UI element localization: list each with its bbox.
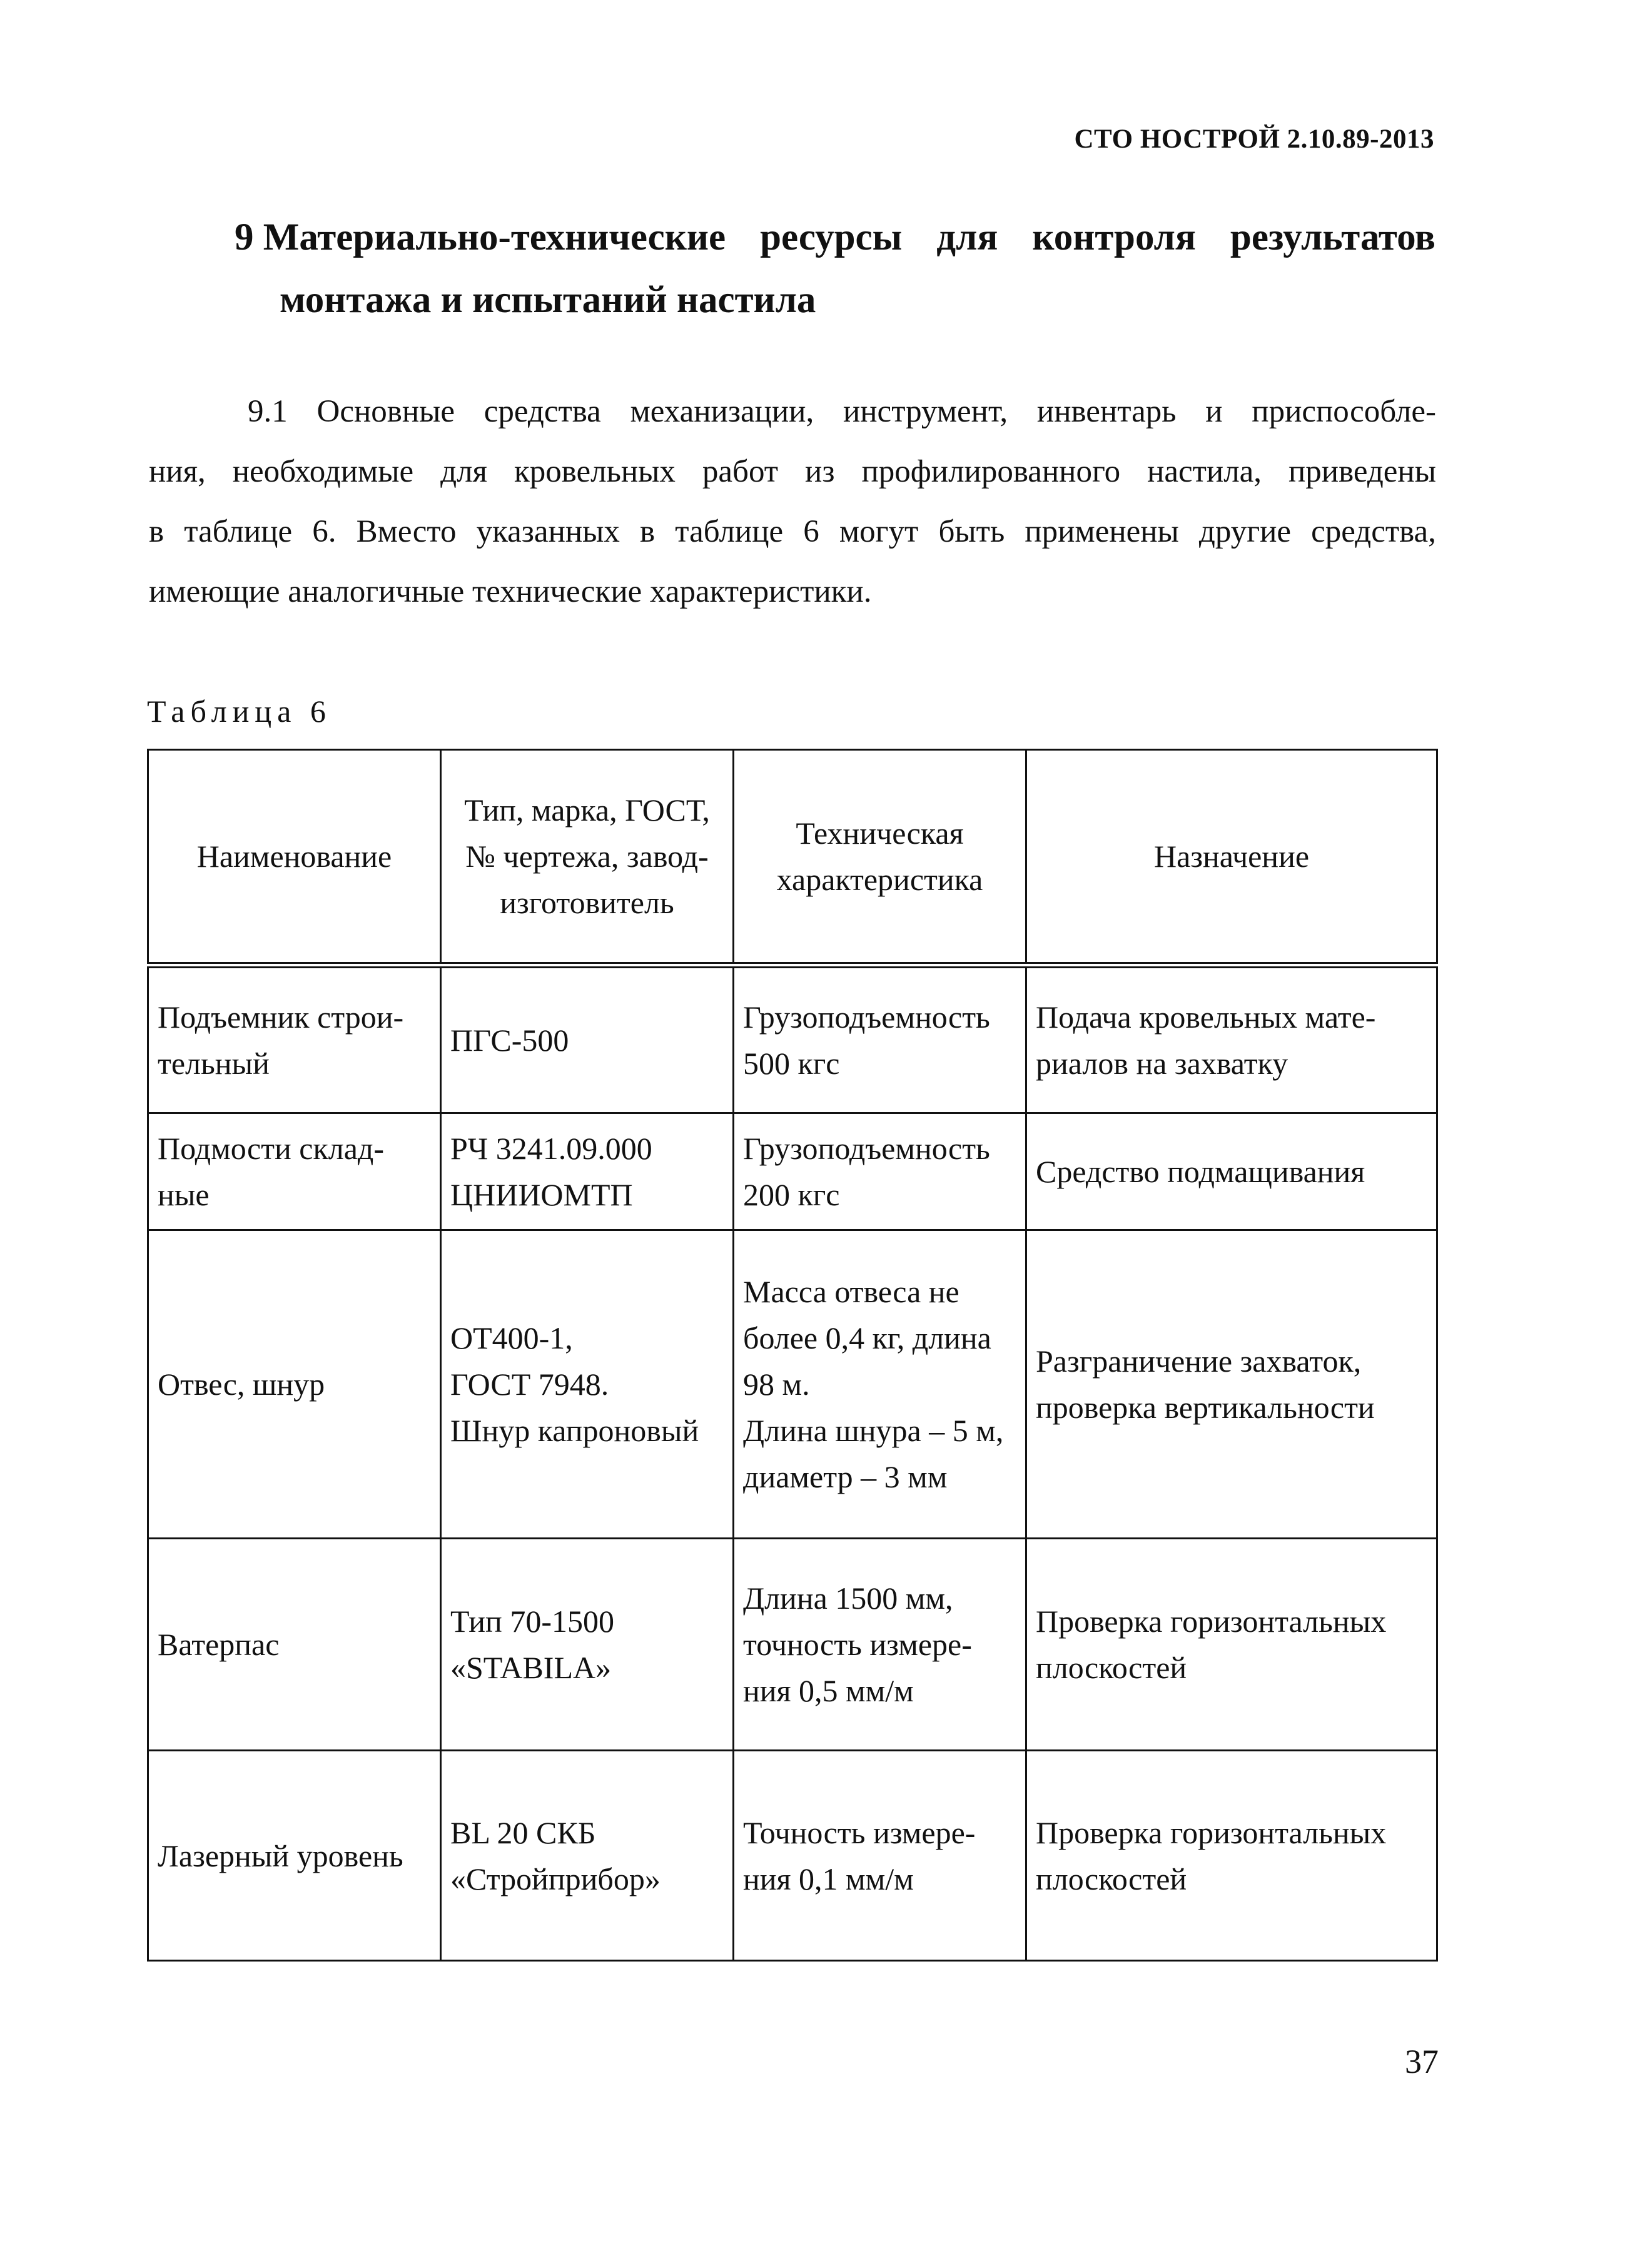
- heading-word: контроля: [1032, 216, 1196, 258]
- cell-type: ПГС-500: [441, 965, 734, 1113]
- table-caption: Таблица 6: [147, 694, 332, 729]
- column-header-type: Тип, марка, ГОСТ, № чертежа, завод- изготовитель: [441, 750, 734, 966]
- paragraph-word: 9.1: [248, 394, 288, 429]
- section-heading: [235, 206, 1435, 332]
- cell-type: РЧ 3241.09.000 ЦНИИОМТП: [441, 1113, 734, 1230]
- paragraph-word: ния,: [149, 454, 206, 489]
- paragraph-word: из: [805, 454, 835, 489]
- heading-word: для: [936, 216, 998, 258]
- table-row: [148, 965, 1437, 1113]
- cell-purpose: Средство подмащивания: [1026, 1113, 1437, 1230]
- paragraph-word: в: [640, 514, 656, 549]
- paragraph-word: 6.: [312, 514, 337, 549]
- column-header-spec: Техническая характеристика: [734, 750, 1026, 966]
- cell-purpose: Разграничение захваток, проверка вертикальности: [1026, 1230, 1437, 1539]
- heading-word: 9 Материально-технические: [235, 216, 726, 258]
- cell-purpose: Проверка горизонтальных плоскостей: [1026, 1539, 1437, 1751]
- cell-spec: Грузоподъемность 200 кгс: [734, 1113, 1026, 1230]
- cell-name: Подъемник строи- тельный: [148, 965, 441, 1113]
- paragraph-word: инвентарь: [1036, 394, 1177, 429]
- cell-name: Подмости склад- ные: [148, 1113, 441, 1230]
- paragraph-word: Основные: [316, 394, 455, 429]
- table-row: [148, 1539, 1437, 1751]
- paragraph-word: профилированного: [861, 454, 1121, 489]
- cell-name: Лазерный уровень: [148, 1751, 441, 1961]
- cell-name: Отвес, шнур: [148, 1230, 441, 1539]
- cell-spec: Точность измере- ния 0,1 мм/м: [734, 1751, 1026, 1961]
- paragraph-word: настила,: [1147, 454, 1262, 489]
- paragraph-word: Вместо: [356, 514, 457, 549]
- paragraph-word: средства: [483, 394, 601, 429]
- paragraph-word: для: [440, 454, 488, 489]
- body-paragraph: [149, 382, 1436, 622]
- table-row: [148, 1230, 1437, 1539]
- paragraph-word: инструмент,: [843, 394, 1008, 429]
- paragraph-line-4: имеющие аналогичные технические характеристики.: [149, 574, 872, 609]
- paragraph-word: таблице: [675, 514, 784, 549]
- paragraph-word: быть: [938, 514, 1005, 549]
- cell-purpose: Подача кровельных мате- риалов на захватку: [1026, 965, 1437, 1113]
- paragraph-word: указанных: [476, 514, 620, 549]
- table-header-row: [148, 750, 1437, 966]
- paragraph-line-1: [149, 382, 1436, 442]
- paragraph-word: 6: [803, 514, 819, 549]
- column-header-purpose: Назначение: [1026, 750, 1437, 966]
- column-header-name: Наименование: [148, 750, 441, 966]
- paragraph-word: кровельных: [514, 454, 676, 489]
- page-number: 37: [1405, 2043, 1439, 2080]
- cell-type: ОТ400-1, ГОСТ 7948. Шнур капроновый: [441, 1230, 734, 1539]
- heading-word: ресурсы: [760, 216, 903, 258]
- paragraph-word: приведены: [1288, 454, 1436, 489]
- paragraph-word: механизации,: [630, 394, 814, 429]
- cell-spec: Масса отвеса не более 0,4 кг, длина 98 м. Длина шнура – 5 м, диаметр – 3 мм: [734, 1230, 1026, 1539]
- cell-purpose: Проверка горизонтальных плоскостей: [1026, 1751, 1437, 1961]
- paragraph-word: таблице: [184, 514, 293, 549]
- paragraph-word: работ: [702, 454, 779, 489]
- equipment-table: [147, 749, 1438, 1962]
- paragraph-word: могут: [839, 514, 919, 549]
- paragraph-word: другие: [1198, 514, 1292, 549]
- table-row: [148, 1113, 1437, 1230]
- paragraph-word: необходимые: [232, 454, 414, 489]
- section-heading-line-2: монтажа и испытаний настила: [280, 279, 816, 321]
- cell-type: Тип 70-1500 «STABILA»: [441, 1539, 734, 1751]
- paragraph-word: и: [1205, 394, 1223, 429]
- cell-name: Ватерпас: [148, 1539, 441, 1751]
- paragraph-word: средства,: [1311, 514, 1436, 549]
- cell-spec: Грузоподъемность 500 кгс: [734, 965, 1026, 1113]
- document-code-header: СТО НОСТРОЙ 2.10.89-2013: [1074, 124, 1434, 154]
- section-heading-line-1: [235, 206, 1435, 269]
- heading-word: результатов: [1230, 216, 1435, 258]
- paragraph-word: применены: [1025, 514, 1179, 549]
- paragraph-line-2: [149, 442, 1436, 502]
- table-row: [148, 1751, 1437, 1961]
- paragraph-line-3: [149, 502, 1436, 562]
- paragraph-word: в: [149, 514, 165, 549]
- cell-type: BL 20 СКБ «Стройприбор»: [441, 1751, 734, 1961]
- paragraph-word: приспособле-: [1252, 394, 1436, 429]
- cell-spec: Длина 1500 мм, точность измере- ния 0,5 мм/м: [734, 1539, 1026, 1751]
